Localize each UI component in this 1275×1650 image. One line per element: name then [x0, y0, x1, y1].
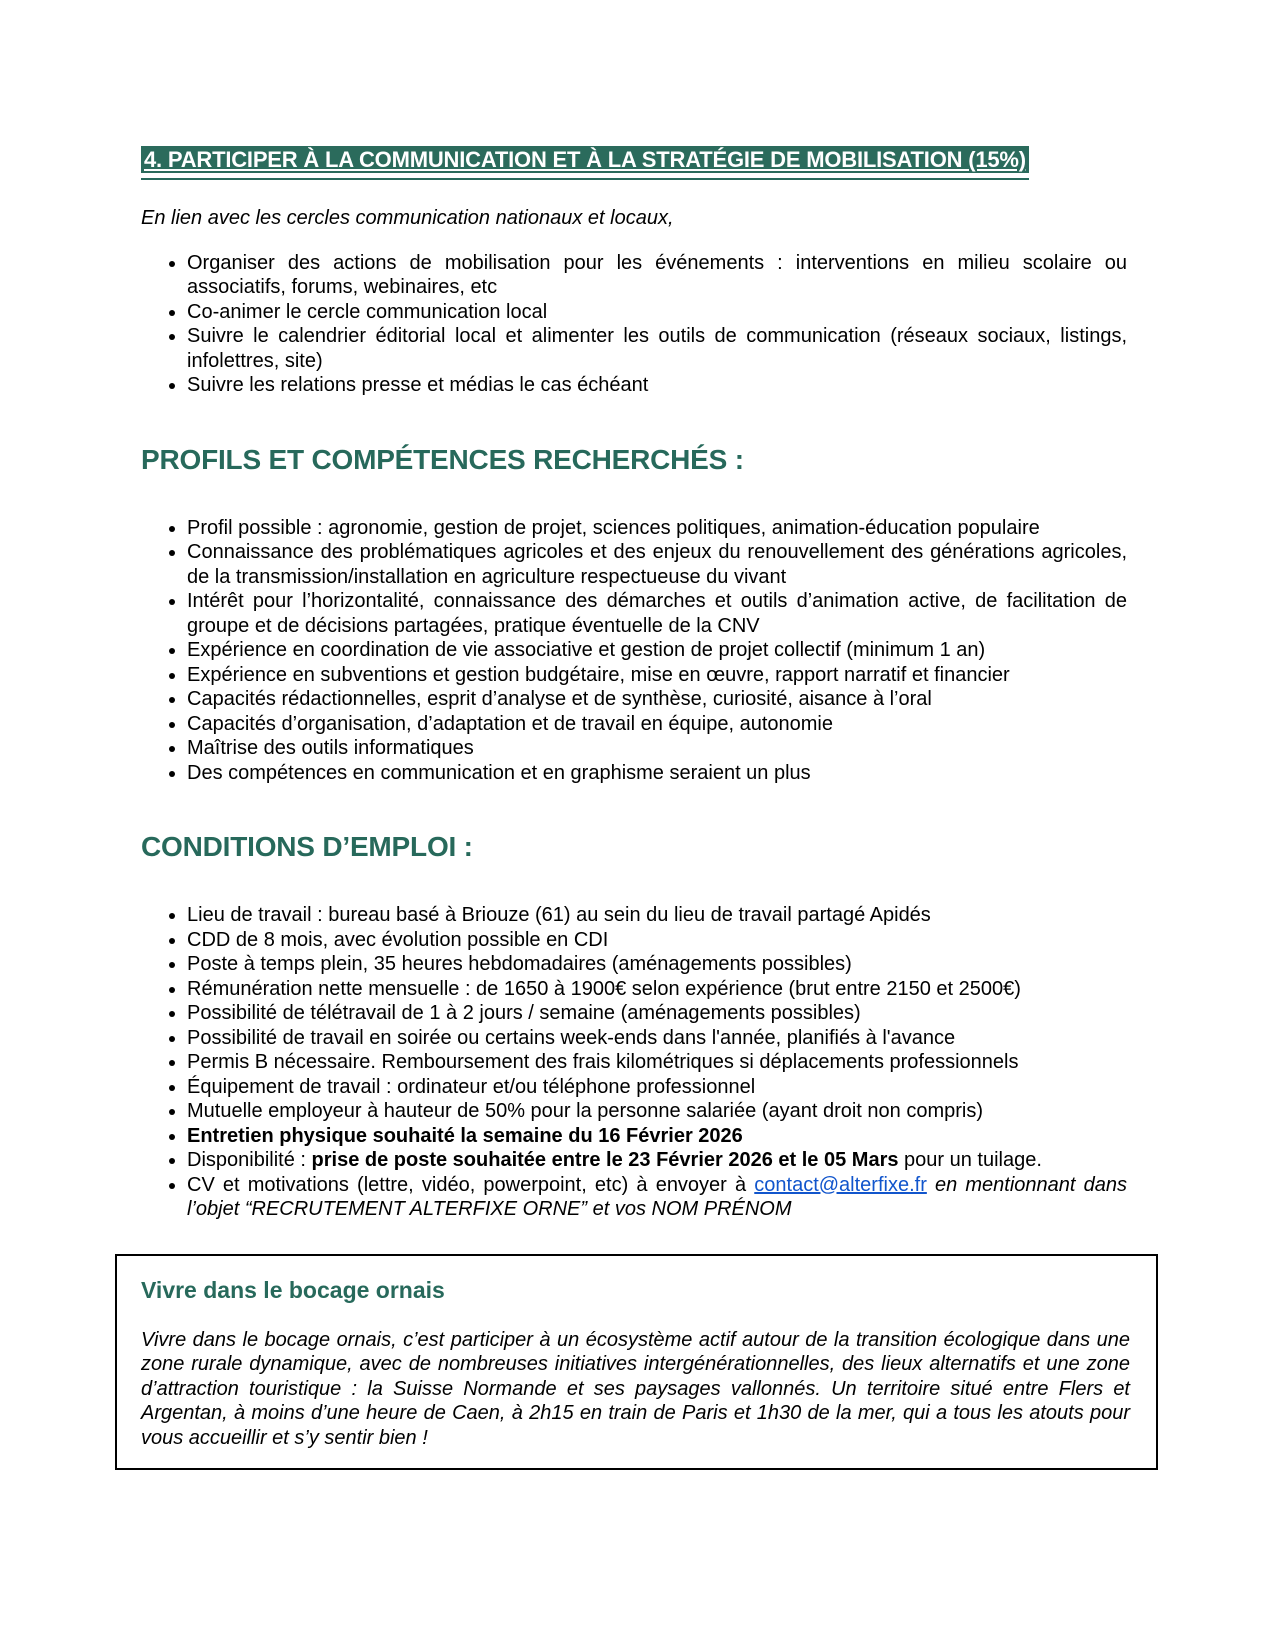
disponibilite-suffix: pour un tuilage.	[898, 1149, 1042, 1171]
bocage-box-title: Vivre dans le bocage ornais	[141, 1276, 445, 1303]
profils-heading: PROFILS ET COMPÉTENCES RECHERCHÉS :	[141, 443, 744, 475]
bullet-item: • Co-animer le cercle communication local	[187, 300, 1127, 325]
bullet-item: • Intérêt pour l’horizontalité, connaissance des démarches et outils d’animation active, de facilitation de groupe et de décisions partagées, pratique éventuelle de la CNV	[187, 589, 1127, 638]
bullet-item: • Capacités d’organisation, d’adaptation et de travail en équipe, autonomie	[187, 712, 1127, 737]
bullet-item: • Capacités rédactionnelles, esprit d’analyse et de synthèse, curiosité, aisance à l’oral	[187, 687, 1127, 712]
bullet-item-entretien: • Entretien physique souhaité la semaine du 16 Février 2026	[187, 1124, 1127, 1149]
bocage-info-box	[115, 1254, 1158, 1471]
cv-prefix: CV et motivations (lettre, vidéo, powerpoint, etc) à envoyer à	[187, 1173, 755, 1196]
profils-bullet-list	[141, 516, 1127, 786]
bullet-item: • Possibilité de télétravail de 1 à 2 jours / semaine (aménagements possibles)	[187, 1001, 1127, 1026]
section-banner	[141, 146, 1029, 180]
bullet-item: • Suivre le calendrier éditorial local et alimenter les outils de communication (réseaux sociaux, listings, infolettres, site)	[187, 324, 1127, 373]
disponibilite-prefix: Disponibilité :	[187, 1149, 312, 1171]
conditions-heading: CONDITIONS D’EMPLOI :	[141, 831, 473, 862]
section-banner-title: 4. PARTICIPER À LA COMMUNICATION ET À LA STRATÉGIE DE MOBILISATION (15%)	[141, 146, 1029, 173]
bullet-item: • Expérience en subventions et gestion budgétaire, mise en œuvre, rapport narratif et financier	[187, 663, 1127, 688]
cv-suffix: en mentionnant dans l’objet “RECRUTEMENT ALTERFIXE ORNE” et vos NOM PRÉNOM	[187, 1173, 1127, 1220]
bullet-item: • Rémunération nette mensuelle : de 1650 à 1900€ selon expérience (brut entre 2150 et 2500€)	[187, 977, 1127, 1002]
disponibilite-dates: prise de poste souhaitée entre le 23 Février 2026 et le 05 Mars	[311, 1149, 899, 1171]
bullet-item: • Mutuelle employeur à hauteur de 50% pour la personne salariée (ayant droit non compris)	[187, 1099, 1127, 1124]
bullet-item: • Suivre les relations presse et médias le cas échéant	[187, 373, 1127, 398]
bullet-item: • Organiser des actions de mobilisation pour les événements : interventions en milieu scolaire ou associatifs, forums, webinaires, etc	[187, 251, 1127, 300]
bullet-item: • Équipement de travail : ordinateur et/ou téléphone professionnel	[187, 1075, 1127, 1100]
bullet-item: • Permis B nécessaire. Remboursement des frais kilométriques si déplacements professionnels	[187, 1050, 1127, 1075]
bullet-item: • Connaissance des problématiques agricoles et des enjeux du renouvellement des générations agricoles, de la transmission/installation en agriculture respectueuse du vivant	[187, 540, 1127, 589]
bullet-item-cv	[187, 1173, 1127, 1222]
bocage-box-body: Vivre dans le bocage ornais, c’est participer à un écosystème actif autour de la transition écologique dans une zone rurale dynamique, avec de nombreuses initiatives intergénérationnelles, des lieux alternatifs et une zone d’attraction touristique : la Suisse Normande et ses paysages vallonnés. Un territoire situé entre Flers et Argentan, à moins d’une heure de Caen, à 2h15 en train de Paris et 1h30 de la mer, qui a tous les atouts pour vous accueillir et s’y sentir bien !	[141, 1328, 1130, 1449]
bullet-item: • Expérience en coordination de vie associative et gestion de projet collectif (minimum 1 an)	[187, 638, 1127, 663]
bullet-item: • Maîtrise des outils informatiques	[187, 736, 1127, 761]
conditions-bullet-list	[141, 903, 1127, 1222]
bullet-item: • Des compétences en communication et en graphisme seraient un plus	[187, 761, 1127, 786]
intro-text: En lien avec les cercles communication nationaux et locaux,	[141, 207, 674, 229]
bullet-item: • Profil possible : agronomie, gestion de projet, sciences politiques, animation-éducation populaire	[187, 516, 1127, 541]
mobilisation-bullet-list	[141, 251, 1127, 398]
bullet-item: • Lieu de travail : bureau basé à Briouze (61) au sein du lieu de travail partagé Apidés	[187, 903, 1127, 928]
bullet-item: • Poste à temps plein, 35 heures hebdomadaires (aménagements possibles)	[187, 952, 1127, 977]
bullet-item: • Possibilité de travail en soirée ou certains week-ends dans l'année, planifiés à l'avance	[187, 1026, 1127, 1051]
bullet-item-disponibilite	[187, 1148, 1127, 1173]
contact-email-link[interactable]: contact@alterfixe.fr	[754, 1173, 927, 1196]
bullet-item: • CDD de 8 mois, avec évolution possible en CDI	[187, 928, 1127, 953]
